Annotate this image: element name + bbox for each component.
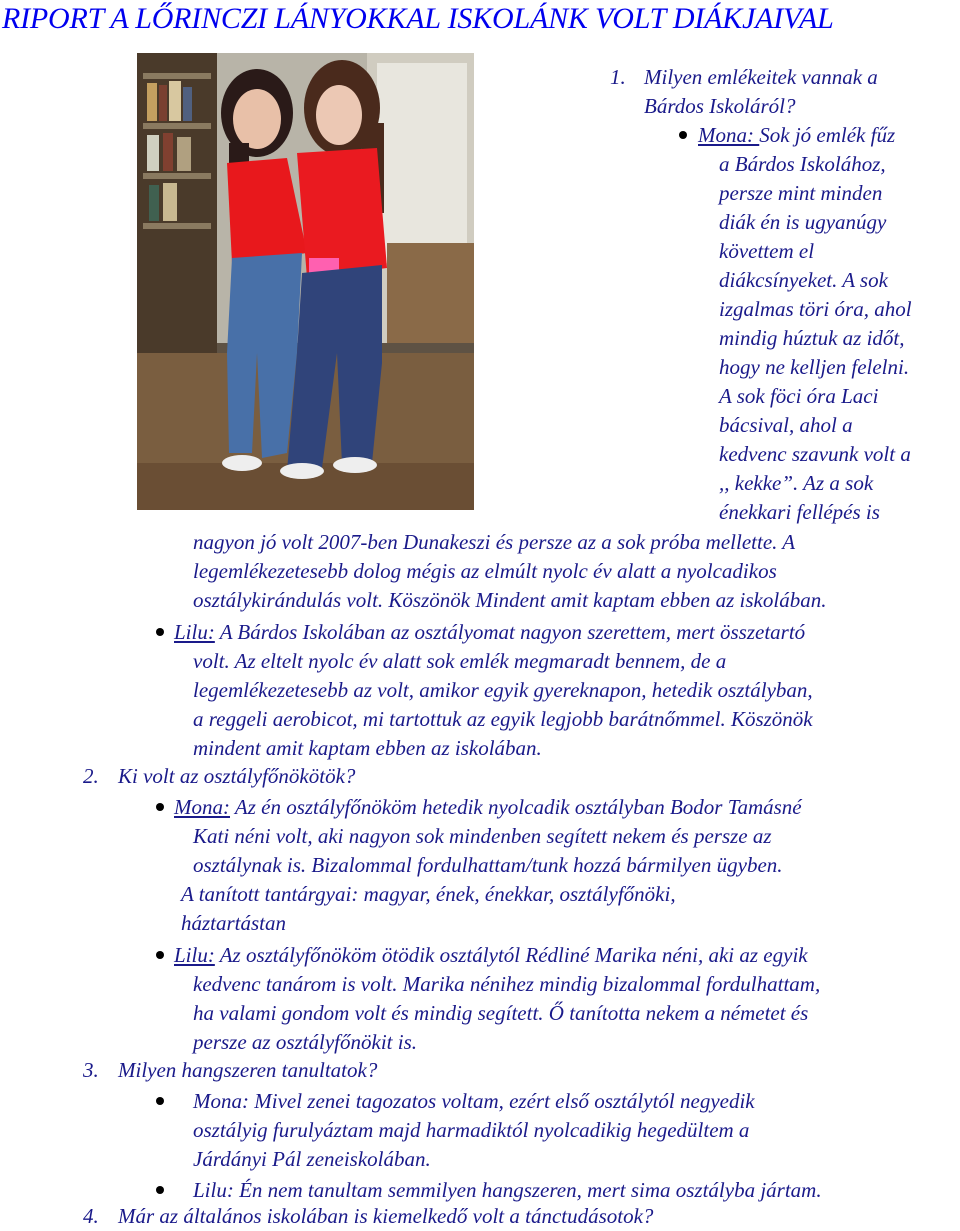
q1-mona-line-1: Sok jó emlék fűz xyxy=(759,123,896,147)
q1-number: 1. xyxy=(610,65,626,89)
q1-mona-first-line xyxy=(698,121,895,150)
q2-mona-line-2: Kati néni volt, aki nagyon sok mindenben segített nekem és persze az xyxy=(193,824,772,848)
q2-subjects-line-2: háztartástan xyxy=(181,911,287,935)
q3-mona-line-3: Járdányi Pál zeneiskolában. xyxy=(193,1147,431,1171)
q1-mona-line-11: bácsival, ahol a xyxy=(719,413,853,437)
q1-mona-line-12: kedvenc szavunk volt a xyxy=(719,442,911,466)
q1-lilu-line-3: legemlékezetesebb az volt, amikor egyik gyereknapon, hetedik osztályban, xyxy=(193,678,813,702)
q1-lilu-name: Lilu: xyxy=(174,620,215,644)
q2-lilu-line-4: persze az osztályfőnökit is. xyxy=(193,1030,417,1054)
q2-lilu-line-1: Az osztályfőnököm ötödik osztálytól Rédliné Marika néni, aki az egyik xyxy=(214,943,808,967)
q1-mona-line-8: mindig húztuk az időt, xyxy=(719,326,905,350)
q2-subjects-line-1: A tanított tantárgyai: magyar, ének, énekkar, osztályfőnöki, xyxy=(181,882,676,906)
q2-text: Ki volt az osztályfőnökötök? xyxy=(118,764,356,788)
q1-lilu-line-4: a reggeli aerobicot, mi tartottuk az egyik legjobb barátnőmmel. Köszönök xyxy=(193,707,813,731)
q3-lilu-line-1: Lilu: Én nem tanultam semmilyen hangszeren, mert sima osztályba jártam. xyxy=(193,1178,822,1202)
q2-mona-first-line xyxy=(174,793,802,822)
q3-text: Milyen hangszeren tanultatok? xyxy=(118,1058,378,1082)
q1-mona-line-13: ,, kekke”. Az a sok xyxy=(719,471,874,495)
bullet-icon xyxy=(679,131,687,139)
bullet-icon xyxy=(156,951,164,959)
photo-illustration xyxy=(137,53,474,510)
q1-mona-line-17: osztálykirándulás volt. Köszönök Mindent amit kaptam ebben az iskolában. xyxy=(193,588,827,612)
q4-text: Már az általános iskolában is kiemelkedő volt a tánctudásotok? xyxy=(118,1204,654,1228)
q2-lilu-first-line xyxy=(174,941,808,970)
q1-mona-name: Mona: xyxy=(698,123,760,147)
q1-mona-line-16: legemlékezetesebb dolog mégis az elmúlt nyolc év alatt a nyolcadikos xyxy=(193,559,777,583)
bullet-icon xyxy=(156,1097,164,1105)
q2-mona-line-1: Az én osztályfőnököm hetedik nyolcadik osztályban Bodor Tamásné xyxy=(230,795,802,819)
document-title: RIPORT A LŐRINCZI LÁNYOKKAL ISKOLÁNK VOLT DIÁKJAIVAL xyxy=(2,2,834,35)
q2-number: 2. xyxy=(83,764,99,788)
q2-mona-name: Mona: xyxy=(174,795,230,819)
q2-mona-line-3: osztálynak is. Bizalommal fordulhattam/tunk hozzá bármilyen ügyben. xyxy=(193,853,783,877)
q2-lilu-line-2: kedvenc tanárom is volt. Marika nénihez mindig bizalommal fordulhattam, xyxy=(193,972,821,996)
q2-lilu-line-3: ha valami gondom volt és mindig segített. Ő tanította nekem a németet és xyxy=(193,1001,809,1025)
q1-mona-line-14: énekkari fellépés is xyxy=(719,500,880,524)
q1-lilu-line-5: mindent amit kaptam ebben az iskolában. xyxy=(193,736,542,760)
q1-lilu-line-2: volt. Az eltelt nyolc év alatt sok emlék megmaradt bennem, de a xyxy=(193,649,727,673)
q2-lilu-name: Lilu: xyxy=(174,943,215,967)
photo xyxy=(137,53,474,510)
q3-mona-line-2: osztályig furulyáztam majd harmadiktól nyolcadikig hegedültem a xyxy=(193,1118,750,1142)
bullet-icon xyxy=(156,803,164,811)
q1-mona-line-10: A sok föci óra Laci xyxy=(719,384,879,408)
q1-mona-line-5: követtem el xyxy=(719,239,815,263)
q1-mona-line-7: izgalmas töri óra, ahol xyxy=(719,297,912,321)
q4-number: 4. xyxy=(83,1204,99,1228)
bullet-icon xyxy=(156,628,164,636)
q1-lilu-first-line xyxy=(174,618,805,647)
q1-mona-line-6: diákcsínyeket. A sok xyxy=(719,268,888,292)
q1-mona-line-3: persze mint minden xyxy=(719,181,883,205)
q1-lilu-line-1: A Bárdos Iskolában az osztályomat nagyon szerettem, mert összetartó xyxy=(214,620,806,644)
q3-mona-line-1: Mona: Mivel zenei tagozatos voltam, ezért első osztálytól negyedik xyxy=(193,1089,755,1113)
q1-mona-line-9: hogy ne kelljen felelni. xyxy=(719,355,910,379)
q1-text-line-1: Milyen emlékeitek vannak a xyxy=(644,65,878,89)
q1-text-line-2: Bárdos Iskoláról? xyxy=(644,94,796,118)
bullet-icon xyxy=(156,1186,164,1194)
q1-mona-line-15: nagyon jó volt 2007-ben Dunakeszi és persze az a sok próba mellette. A xyxy=(193,530,796,554)
q1-mona-line-4: diák én is ugyanúgy xyxy=(719,210,887,234)
q1-mona-line-2: a Bárdos Iskolához, xyxy=(719,152,886,176)
q3-number: 3. xyxy=(83,1058,99,1082)
